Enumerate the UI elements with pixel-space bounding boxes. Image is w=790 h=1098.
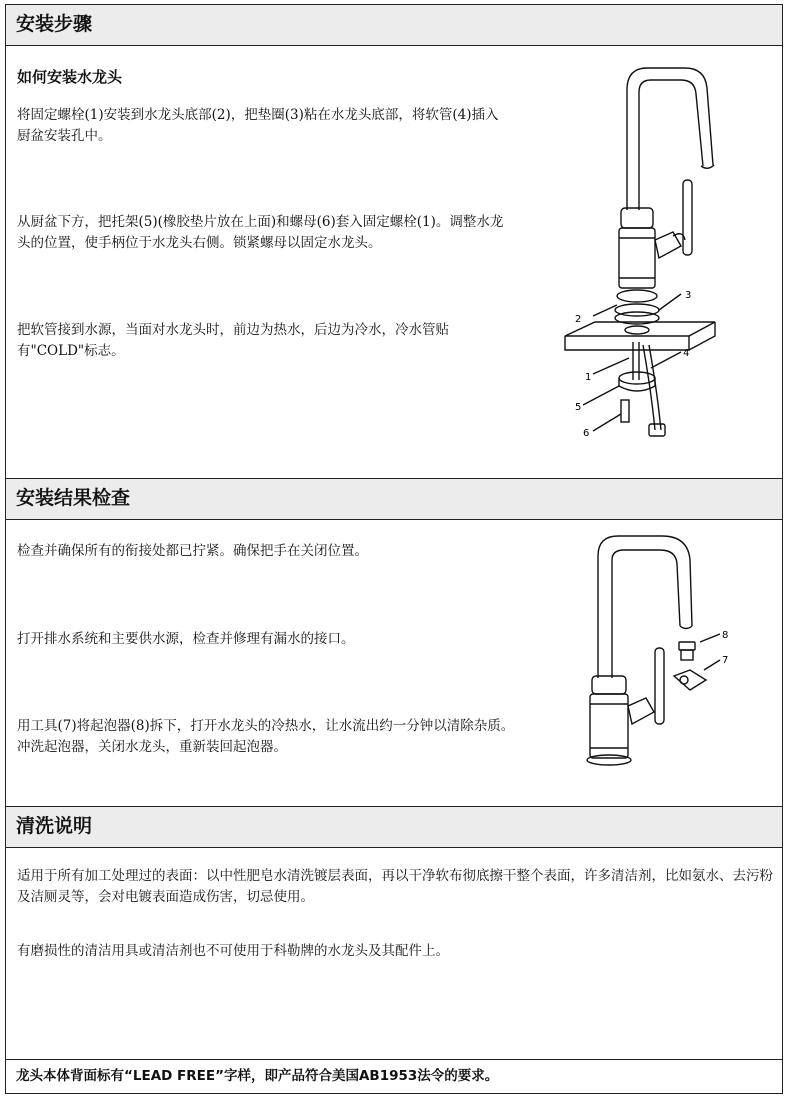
install-diagram	[555, 60, 735, 450]
section-header-check: 安装结果检查	[6, 478, 782, 520]
lead-free-note: 龙头本体背面标有“LEAD FREE”字样，即产品符合美国AB1953法令的要求。	[6, 1059, 782, 1093]
part-label-8: 8	[722, 630, 729, 641]
part-label-3: 3	[685, 290, 692, 301]
part-label-1: 1	[585, 372, 592, 383]
part-label-4: 4	[683, 348, 690, 359]
section-header-clean: 清洗说明	[6, 806, 782, 848]
install-subtitle: 如何安装水龙头	[17, 68, 123, 86]
check-diagram	[570, 530, 750, 780]
part-label-6: 6	[583, 428, 590, 439]
part-label-5: 5	[575, 402, 582, 413]
part-label-7: 7	[722, 655, 729, 666]
check-step-1: 检查并确保所有的衔接处都已拧紧。确保把手在关闭位置。	[17, 543, 368, 559]
install-step-1: 将固定螺栓(1)安装到水龙头底部(2)，把垫圈(3)粘在水龙头底部，将软管(4)插入厨盆安装孔中。	[17, 107, 499, 144]
install-step-2: 从厨盆下方，把托架(5)(橡胶垫片放在上面)和螺母(6)套入固定螺栓(1)。调整水龙头的位置，使手柄位于水龙头右侧。锁紧螺母以固定水龙头。	[17, 214, 504, 251]
check-step-3: 用工具(7)将起泡器(8)拆下，打开水龙头的冷热水，让水流出约一分钟以清除杂质。冲洗起泡器，关闭水龙头，重新装回起泡器。	[17, 718, 515, 755]
check-step-2: 打开排水系统和主要供水源，检查并修理有漏水的接口。	[17, 631, 355, 647]
install-step-3: 把软管接到水源，当面对水龙头时，前边为热水，后边为冷水，冷水管贴有"COLD"标志。	[17, 322, 449, 359]
section-header-install: 安装步骤	[6, 4, 782, 46]
clean-paragraph-1: 适用于所有加工处理过的表面：以中性肥皂水清洗镀层表面，再以干净软布彻底擦干整个表面，许多清洁剂，比如氨水、去污粉及洁厕灵等，会对电镀表面造成伤害，切忌使用。	[17, 868, 773, 905]
part-label-2: 2	[575, 314, 582, 325]
clean-paragraph-2: 有磨损性的清洁用具或清洁剂也不可使用于科勒牌的水龙头及其配件上。	[17, 943, 449, 959]
